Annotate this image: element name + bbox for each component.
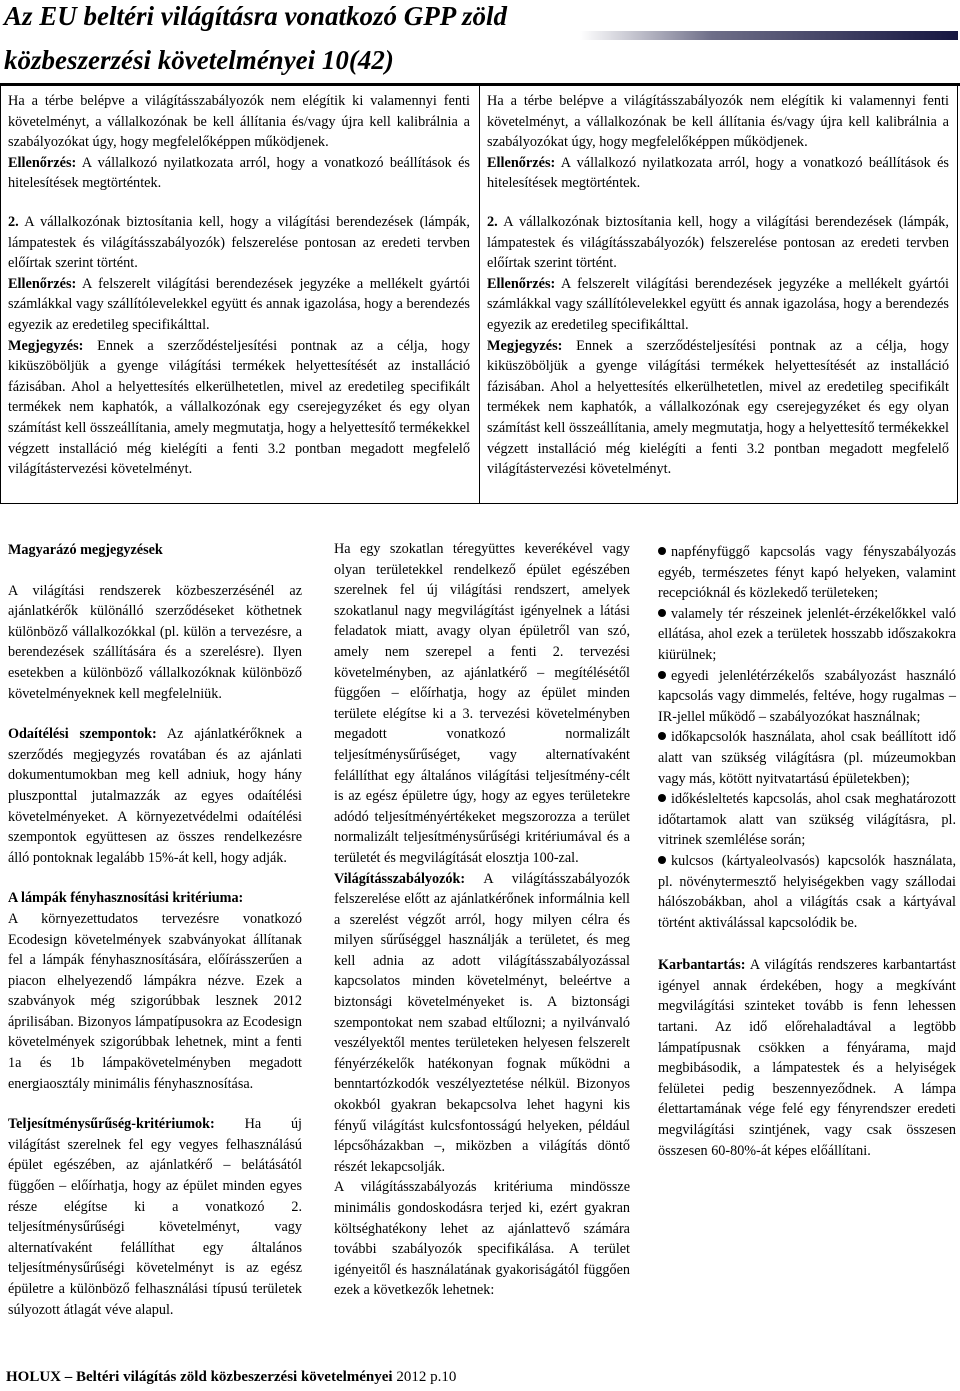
- bullet-dot-icon: [658, 671, 666, 679]
- cell-paragraph: [487, 153, 949, 194]
- ctrl-text-2: A világításszabályozás kritériuma mindössze minimális gondoskodásra terjed ki, ezért gyakran költséghatékony lehet az ajánlattevő számára további szabályozók specifikálása. A terület igényeitől és használatának gyakoriságától függően ezek a következők lehetnek:: [334, 1179, 630, 1299]
- notes-intro: A világítási rendszerek közbeszerzésénél az ajánlatkérők különálló szerződéseket köthetnek különböző vállalkozókkal (pl. külön a tervezésre, a berendezések szállítására és a szerelésre). Ilyen esetekben a különböző vállalkozóknak különböző követelményeknek kell megfelelniük.: [8, 582, 302, 702]
- table-cell-right: [487, 91, 949, 480]
- bullet-item: valamely tér részeinek jelenlét-érzékelőkkel való ellátása, ahol ezek a területek hosszabb időszakokra kiürülnek;: [658, 605, 956, 663]
- ctrl-label: Világításszabályozók:: [334, 870, 466, 887]
- item-text: A vállalkozónak biztosítania kell, hogy a világítási berendezések (lámpák, lámpatestek és világításszabályozók) felszerelése pontosan az eredeti tervben előírtak szerint történt.: [487, 213, 949, 272]
- bullet-dot-icon: [658, 732, 666, 740]
- item-number: 2.: [487, 213, 498, 230]
- cell-paragraph: [8, 153, 470, 194]
- maint-label: Karbantartás:: [658, 957, 746, 974]
- cell-paragraph: [487, 274, 949, 336]
- notes-column-2: [334, 539, 630, 1301]
- award-text: Az ajánlatkérőknek a szerződés megjegyzés rovatában és az ajánlati dokumentumokban meg kell adniuk, hogy hány pluszponttal jutalmazzák az egyes odaítélési követelményeket. A környezetvédelmi odaítélési szempontok együttesen az összes rendelkezésre álló pontoknak legalább 15%-át kell, hogy adják.: [8, 726, 302, 866]
- notes-column-1: [8, 540, 302, 1320]
- lamp-text: A környezettudatos tervezésre vonatkozó Ecodesign követelmények szabványokat állítanak fel a lámpák fényhasznosítására, előírásszerűen a piacon elhelyezendő lámpákra nézve. Ezek a szabványok még szigorúbbak lesznek 2012 áprilisában. Bizonyos lámpatípusokra az Ecodesign követelmények szigorúbbak lehetnek, mint a fenti 1a és 1b lámpakövetelményben megadott energiaosztály minimális fényhasznosítása.: [8, 910, 302, 1092]
- ctrl-text: A világításszabályozók felszerelése előtt az ajánlatkérőnek informálnia kell a szerelést végzőt arról, hogy milyen célra és milyen sűrűséggel használják a területet, és meg kell adnia az adott világításszabályozással kapcsolatos minden követelményt, beleértve a biztonsági követelményeket is. A biztonsági szempontokat nem szabad eltűlozni; a nyilvánvaló veszélyektől mentes területeken helyesen felszerelt fényérzékelők hatékonyan fognak működni a benntartózkodók veszélyeztetése nélkül. Bizonyos okokból gyakran bekapcsolva lehet hagyni kis fényű világítást kulcsfontosságú helyeken, például lépcsőházakban –, miközben a világítás döntő részét lekapcsolják.: [334, 870, 630, 1175]
- note-text: Ennek a szerződésteljesítési pontnak az a célja, hogy kiküszöböljük a gyenge világítási termékek helyettesítését az installáció fázisában. Ahol a helyettesítés elkerülhetetlen, mivel az eredetileg specifikált termékek nem kaphatók, a vállalkozónak egy cserejegyzéket és egy olyan számítást kell összeállítania, amely megmutatja, hogy a helyettesítő termékekkel végzett installáció még kielégíti a fenti 3.2 pontban megadott megfelelő világítástervezési követelményt.: [487, 337, 949, 478]
- ctrl-paragraph: [334, 869, 630, 1178]
- cell-paragraph: [8, 274, 470, 336]
- density-paragraph: [8, 1114, 302, 1320]
- check-label: Ellenőrzés:: [8, 154, 77, 171]
- density-text-2: Ha egy szokatlan téregyüttes keverékével vagy olyan területekkel rendelkező épület egészében szerelnek fel új világítási rendszert, amelyek szokatlanul nagy megvilágítást igényelnek a látási feladatok miatt, avagy olyan épületről van szó, amely nem szerepel a fenti 2. tervezési követelményben, az ajánlatkérő – megítélésétől függően – előírhatja, hogy az épület minden területe elégítse ki a 3. tervezési követelményben megadott vonatkozó normalizált teljesítménysűrűséget, vagy alternatívaként felállíthat egy általános világítási teljesítmény-célt is az egész épületre úgy, hogy az egyes területekre adódó teljesítményértékeket megszorozza a terület normalizált teljesítménysűrűségi kritériumával és a területét és megvilágítását elosztja 100-zal.: [334, 541, 630, 866]
- check-label: Ellenőrzés:: [487, 154, 556, 171]
- density-text: Ha új világítást szerelnek fel egy vegyes felhasználású épület egészében, az ajánlatkérő – belátásától függően – előírhatja, hogy az épület minden egyes része elégítse ki a vonatkozó 2. teljesítménysűrűségi követelményt, vagy alternatívaként felállíthat egy általános teljesítménysűrűségi követelményt is az egész épületre a különböző felhasználási típusú területek súlyozott átlagát véve alapul.: [8, 1116, 302, 1318]
- bullet-item: időkésleltetés kapcsolás, ahol csak meghatározott időtartamok alatt van szükség világításra, pl. vitrinek szemlélése során;: [658, 791, 956, 849]
- bullet-item: kulcsos (kártyaleolvasós) kapcsolók használata, pl. növénytermesztő helyiségekben vagy szállodai hálószobákban, ahol a világítás csak a kártyával történt aktiválással kapcsolódik be.: [658, 852, 956, 931]
- award-label: Odaítélési szempontok:: [8, 726, 157, 743]
- page-title-line-1: Az EU beltéri világításra vonatkozó GPP zöld: [4, 1, 508, 31]
- density-label: Teljesítménysűrűség-kritériumok:: [8, 1116, 215, 1133]
- bullet-dot-icon: [658, 856, 666, 864]
- cell-paragraph: Ha a térbe belépve a világításszabályozók nem elégítik ki valamennyi fenti követelményt, a vállalkozónak be kell állítania és/vagy újra kell kalibrálnia a szabályozókat úgy, hogy megfelelőképpen működjenek.: [8, 93, 470, 151]
- check-text: A vállalkozó nyilatkozata arról, hogy a vonatkozó beállítások és hitelesítések megtörténtek.: [8, 154, 470, 192]
- cell-paragraph: [487, 212, 949, 274]
- note-text: Ennek a szerződésteljesítési pontnak az a célja, hogy kiküszöböljük a gyenge világítási termékek helyettesítését az installáció fázisában. Ahol a helyettesítés elkerülhetetlen, mivel az eredetileg specifikált termékek nem kaphatók, a vállalkozónak egy cserejegyzéket és egy olyan számítást kell összeállítania, amely megmutatja, hogy a helyettesítő termékekkel végzett installáció még kielégíti a fenti 3.2 pontban megadott megfelelő világítástervezési követelményt.: [8, 337, 470, 478]
- bullet-dot-icon: [658, 547, 666, 555]
- note-label: Megjegyzés:: [8, 337, 84, 354]
- bullet-dot-icon: [658, 794, 666, 802]
- bullet-item: napfényfüggő kapcsolás vagy fényszabályozás egyéb, természetes fényt kapó helyeken, valamint recepcióknál és közlekedő területeken;: [658, 544, 956, 602]
- award-paragraph: [8, 724, 302, 868]
- check-text: A felszerelt világítási berendezések jegyzéke a mellékelt gyártói számlákkal vagy szállítólevelekkel együtt és annak igazolása, hogy a berendezés egyezik az eredetileg specifikálttal.: [8, 275, 470, 333]
- item-text: A vállalkozónak biztosítania kell, hogy a világítási berendezések (lámpák, lámpatestek és világításszabályozók) felszerelése pontosan az eredeti tervben előírtak szerint történt.: [8, 213, 470, 272]
- cell-paragraph: [8, 336, 470, 480]
- check-label: Ellenőrzés:: [8, 275, 77, 292]
- bullet-item: időkapcsolók használata, ahol csak beállított idő alatt van szükség világításra (pl. múzeumokban vagy más, kötött nyitvatartású épületekben);: [658, 729, 956, 787]
- footer-page: 2012 p.10: [396, 1369, 457, 1385]
- maint-paragraph: [658, 955, 956, 1161]
- check-label: Ellenőrzés:: [487, 275, 556, 292]
- lamp-heading: A lámpák fényhasznosítási kritériuma:: [8, 890, 244, 907]
- footer-text: HOLUX – Beltéri világítás zöld közbeszerzési követelményei: [6, 1369, 393, 1385]
- bullet-item: egyedi jelenlétérzékelős szabályozást használó kapcsolás vagy dimmelés, feltéve, hogy rugalmas – IR-jellel működő – szabályozókat használnak;: [658, 667, 956, 725]
- check-text: A felszerelt világítási berendezések jegyzéke a mellékelt gyártói számlákkal vagy szállítólevelekkel együtt és annak igazolása, hogy a berendezés egyezik az eredetileg specifikálttal.: [487, 275, 949, 333]
- note-label: Megjegyzés:: [487, 337, 563, 354]
- page-footer: [6, 1367, 456, 1387]
- cell-paragraph: [8, 212, 470, 274]
- cell-paragraph: Ha a térbe belépve a világításszabályozók nem elégítik ki valamennyi fenti követelményt, a vállalkozónak be kell állítania és/vagy újra kell kalibrálnia a szabályozókat úgy, hogy megfelelőképpen működjenek.: [487, 93, 949, 151]
- check-text: A vállalkozó nyilatkozata arról, hogy a vonatkozó beállítások és hitelesítések megtörténtek.: [487, 154, 949, 192]
- table-column-divider: [479, 86, 480, 503]
- bullet-dot-icon: [658, 609, 666, 617]
- title-gradient-bar: [580, 31, 958, 40]
- notes-column-3: [658, 542, 956, 1161]
- table-cell-left: [8, 91, 470, 480]
- item-number: 2.: [8, 213, 19, 230]
- criteria-table: [0, 86, 958, 504]
- page-title-line-2: közbeszerzési követelményei 10(42): [4, 45, 394, 75]
- notes-heading: Magyarázó megjegyzések: [8, 542, 163, 558]
- cell-paragraph: [487, 336, 949, 480]
- maint-text: A világítás rendszeres karbantartást igényel annak érdekében, hogy a megkívánt megvilágítási szinteket tovább is fenn lehessen tartani. Az idő előrehaladtával a legtöbb lámpatípusnak csökken a fényárama, majd megbibásodik, a lámpatestek és a helyiségek felületei pedig beszennyeződnek. A lámpa élettartamának vége felé egy fényrendszer eredeti megvilágítási szintjének, vagy csak összesen összesen 60-80%-át képes előállítani.: [658, 957, 956, 1159]
